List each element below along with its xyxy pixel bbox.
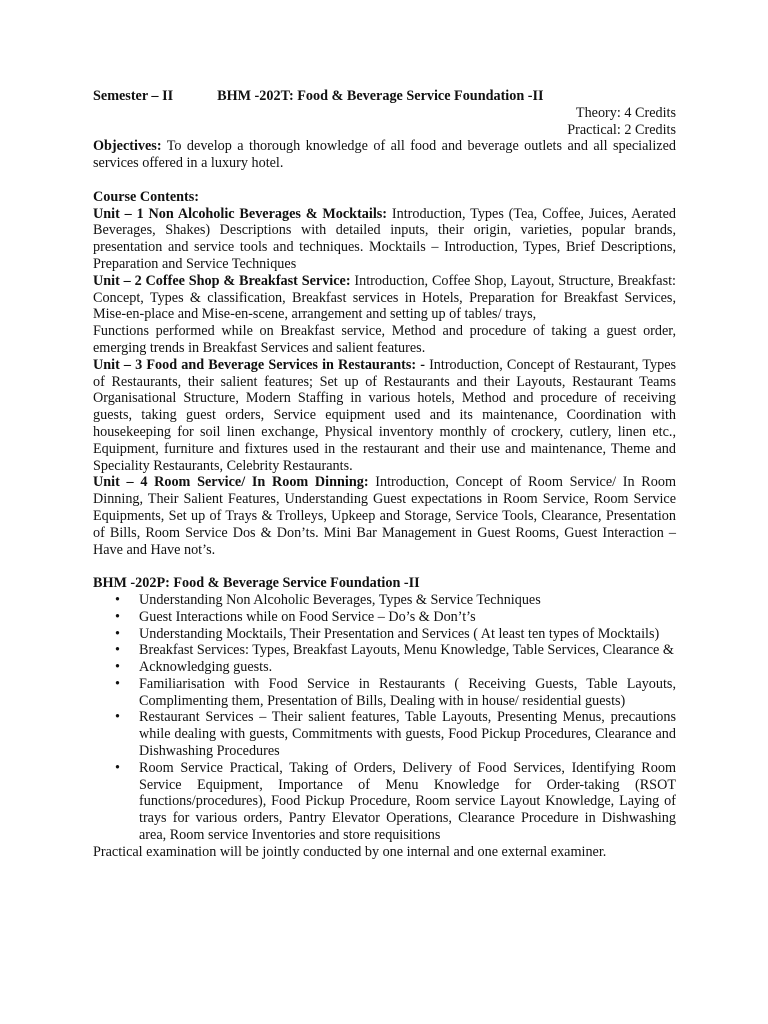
bullet-icon: • <box>115 709 120 726</box>
bullet-icon: • <box>115 642 120 659</box>
unit-2-title: Unit – 2 Coffee Shop & Breakfast Service: <box>93 272 351 289</box>
practical-credits: Practical: 2 Credits <box>567 121 676 138</box>
bullet-icon: • <box>115 591 120 608</box>
bullet-icon: • <box>115 759 120 776</box>
list-item <box>93 626 676 643</box>
unit-3-paragraph <box>93 357 676 475</box>
unit-3-text: Introduction, Concept of Restaurant, Types of Restaurants, their salient features; Set up of Restaurants and their Layouts, Restaurant Teams Organisational Structure, Modern Staffing in various hotels, Method and procedure of receiving guests, taking guest orders, Service equipment used and its maintenance, Coordination with housekeeping for soil linen exchange, Physical inventory monthly of crockery, cutlery, linen etc., Equipment, furniture and fixtures used in the restaurant and their use and maintenance, Theme and Speciality Restaurants, Celebrity Restaurants. <box>93 356 677 474</box>
bullet-icon: • <box>115 625 120 642</box>
practical-list <box>93 592 676 844</box>
unit-4-paragraph <box>93 474 676 558</box>
list-item <box>93 659 676 676</box>
course-contents-heading <box>93 189 676 206</box>
practical-heading <box>93 575 676 592</box>
bullet-icon: • <box>115 659 120 676</box>
semester-label: Semester – II <box>93 88 174 104</box>
list-item-text: Understanding Mocktails, Their Presentation and Services ( At least ten types of Mocktails) <box>139 625 660 642</box>
bullet-icon: • <box>115 608 120 625</box>
unit-1-paragraph <box>93 206 676 273</box>
unit-2-extra-paragraph: Functions performed while on Breakfast service, Method and procedure of taking a guest order, emerging trends in Breakfast Services and salient features. <box>93 323 676 356</box>
objectives-paragraph <box>93 138 676 172</box>
unit-2-text: Introduction, Coffee Shop, Layout, Structure, Breakfast: Concept, Types & classification, Breakfast services in Hotels, Preparation for Breakfast Services, Mise-en-place and Mise-en-scene, arrangement and setting up of tables/ trays, <box>93 272 676 323</box>
list-item <box>93 609 676 626</box>
unit-4-text: Introduction, Concept of Room Service/ In Room Dinning, Their Salient Features, Understanding Guest expectations in Room Service, Room Service Equipments, Set up of Trays & Trolleys, Upkeep and Storage, Service Tools, Clearance, Presentation of Bills, Room Service Dos & Don’ts. Mini Bar Management in Guest Rooms, Guest Interaction – Have and Have not’s. <box>93 474 676 558</box>
list-item-text: Familiarisation with Food Service in Restaurants ( Receiving Guests, Table Layouts, Complimenting them, Presentation of Bills, Dealing with in house/ residential guests) <box>139 675 676 709</box>
course-title: BHM -202T: Food & Beverage Service Foundation -II <box>217 88 544 104</box>
practical-heading-label: BHM -202P: Food & Beverage Service Foundation -II <box>93 575 420 592</box>
list-item <box>93 592 676 609</box>
unit-1-text: Introduction, Types (Tea, Coffee, Juices, Aerated Beverages, Shakes) Descriptions with detailed inputs, their origin, varieties, popular brands, presentation and service tools and techniques. Mocktails – Introduction, Types, Brief Descriptions, Preparation and Service Techniques <box>93 205 676 272</box>
unit-4-title: Unit – 4 Room Service/ In Room Dinning: <box>93 474 369 491</box>
unit-3-title: Unit – 3 Food and Beverage Services in Restaurants: - <box>93 356 425 373</box>
practical-exam-note: Practical examination will be jointly conducted by one internal and one external examiner. <box>93 843 607 860</box>
list-item <box>93 709 676 759</box>
unit-2-paragraph <box>93 273 676 323</box>
list-item <box>93 642 676 659</box>
objectives-label: Objectives: <box>93 138 162 155</box>
unit-1-title: Unit – 1 Non Alcoholic Beverages & Mocktails: <box>93 205 388 222</box>
spacer <box>93 558 676 575</box>
bullet-icon: • <box>115 675 120 692</box>
list-item-text: Acknowledging guests. <box>139 659 273 676</box>
list-item-text: Understanding Non Alcoholic Beverages, Types & Service Techniques <box>139 591 541 608</box>
list-item <box>93 676 676 710</box>
list-item <box>93 760 676 844</box>
objectives-text: To develop a thorough knowledge of all food and beverage outlets and all specialized services offered in a luxury hotel. <box>93 138 676 172</box>
list-item-text: Guest Interactions while on Food Service – Do’s & Don’t’s <box>139 608 476 625</box>
theory-credits: Theory: 4 Credits <box>575 104 676 121</box>
course-contents-label: Course Contents: <box>93 188 200 205</box>
spacer <box>93 172 676 189</box>
list-item-text: Room Service Practical, Taking of Orders, Delivery of Food Services, Identifying Room Service Equipment, Importance of Menu Knowledge for Order-taking (RSOT functions/procedures), Food Pickup Procedure, Room service Layout Knowledge, Laying of trays for various orders, Pantry Elevator Operations, Clearance Procedure in Dishwashing area, Room service Inventories and store requisitions <box>139 759 676 844</box>
course-header <box>93 88 676 105</box>
list-item-text: Restaurant Services – Their salient features, Table Layouts, Presenting Menus, precautions while dealing with guests, Commitments with guests, Food Pickup Procedures, Clearance and Dishwashing Procedures <box>139 709 676 760</box>
list-item-text: Breakfast Services: Types, Breakfast Layouts, Menu Knowledge, Table Services, Clearance & <box>139 642 674 659</box>
document-page <box>93 88 676 861</box>
